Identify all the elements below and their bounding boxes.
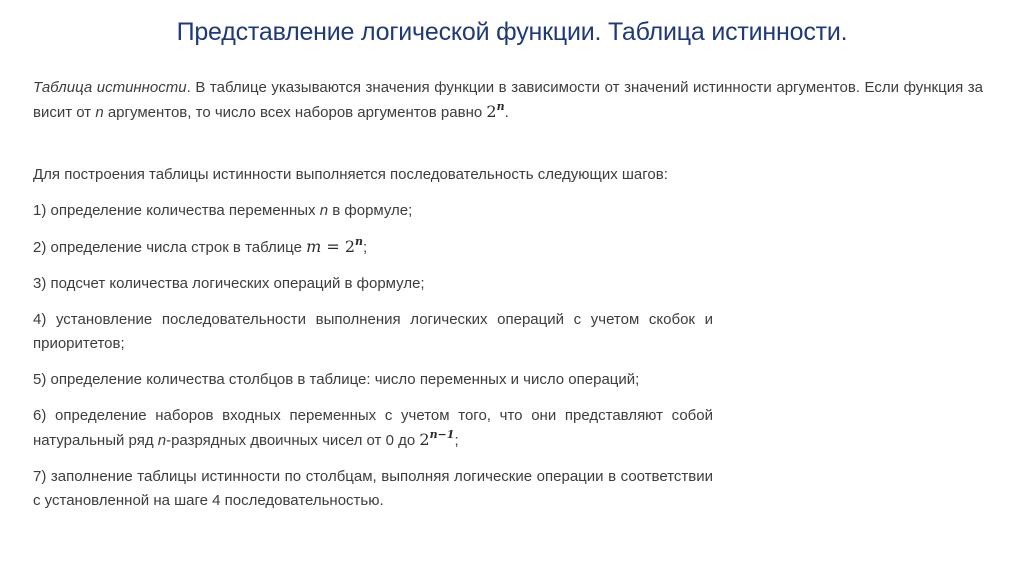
intro-text-end: .: [504, 104, 509, 121]
step-2-formula-exponent: n: [355, 235, 364, 248]
intro-text-1: . В таблице указываются значения функции в зависимости от значений истинности аргументов. Если функция за висит от: [33, 79, 983, 121]
step-4: 4) установление последовательности выполнения логических операций с учетом скобок и приоритетов;: [33, 311, 713, 352]
steps-list: [33, 163, 713, 525]
step-1-var: n: [319, 202, 329, 219]
intro-formula: [486, 102, 504, 121]
step-6-text-c: ;: [454, 432, 459, 449]
step-1: [33, 199, 713, 223]
step-6: [33, 404, 713, 453]
steps-heading: Для построения таблицы истинности выполняется последовательность следующих шагов:: [33, 166, 668, 183]
step-6-var: n: [157, 432, 167, 449]
step-3: 3) подсчет количества логических операций в формуле;: [33, 275, 425, 292]
slide-title: Представление логической функции. Таблица истинности.: [176, 18, 848, 46]
step-2-text-a: 2) определение числа строк в таблице: [33, 239, 307, 256]
step-2-text-b: ;: [363, 239, 368, 256]
step-2-formula: [306, 237, 363, 256]
step-1-text-a: 1) определение количества переменных: [33, 202, 320, 219]
intro-formula-exponent: n: [496, 100, 505, 113]
step-6-formula: [419, 430, 454, 449]
step-1-text-b: в формуле;: [328, 202, 413, 219]
step-2-formula-m: m: [306, 237, 322, 256]
step-6-formula-exponent: n−1: [429, 428, 455, 441]
intro-formula-base: 2: [486, 102, 497, 121]
step-2-formula-eq: = 2: [321, 237, 356, 256]
step-5: 5) определение количества столбцов в таблице: число переменных и число операций;: [33, 371, 640, 388]
step-7: 7) заполнение таблицы истинности по столбцам, выполняя логические операции в соответствии с установленной на шаге 4 последовательностью.: [33, 468, 713, 509]
step-6-text-b: -разрядных двоичных чисел от 0 до: [166, 432, 420, 449]
step-6-formula-base: 2: [419, 430, 430, 449]
intro-text-2: аргументов, то число всех наборов аргументов равно: [103, 104, 487, 121]
intro-lead-term: Таблица истинности: [33, 79, 187, 96]
intro-paragraph: [33, 76, 983, 125]
step-2: [33, 235, 713, 260]
intro-var-n: n: [95, 104, 104, 121]
step-6-text-a: 6) определение наборов входных переменных с учетом того, что они представляют собой натуральный ряд: [33, 407, 713, 449]
